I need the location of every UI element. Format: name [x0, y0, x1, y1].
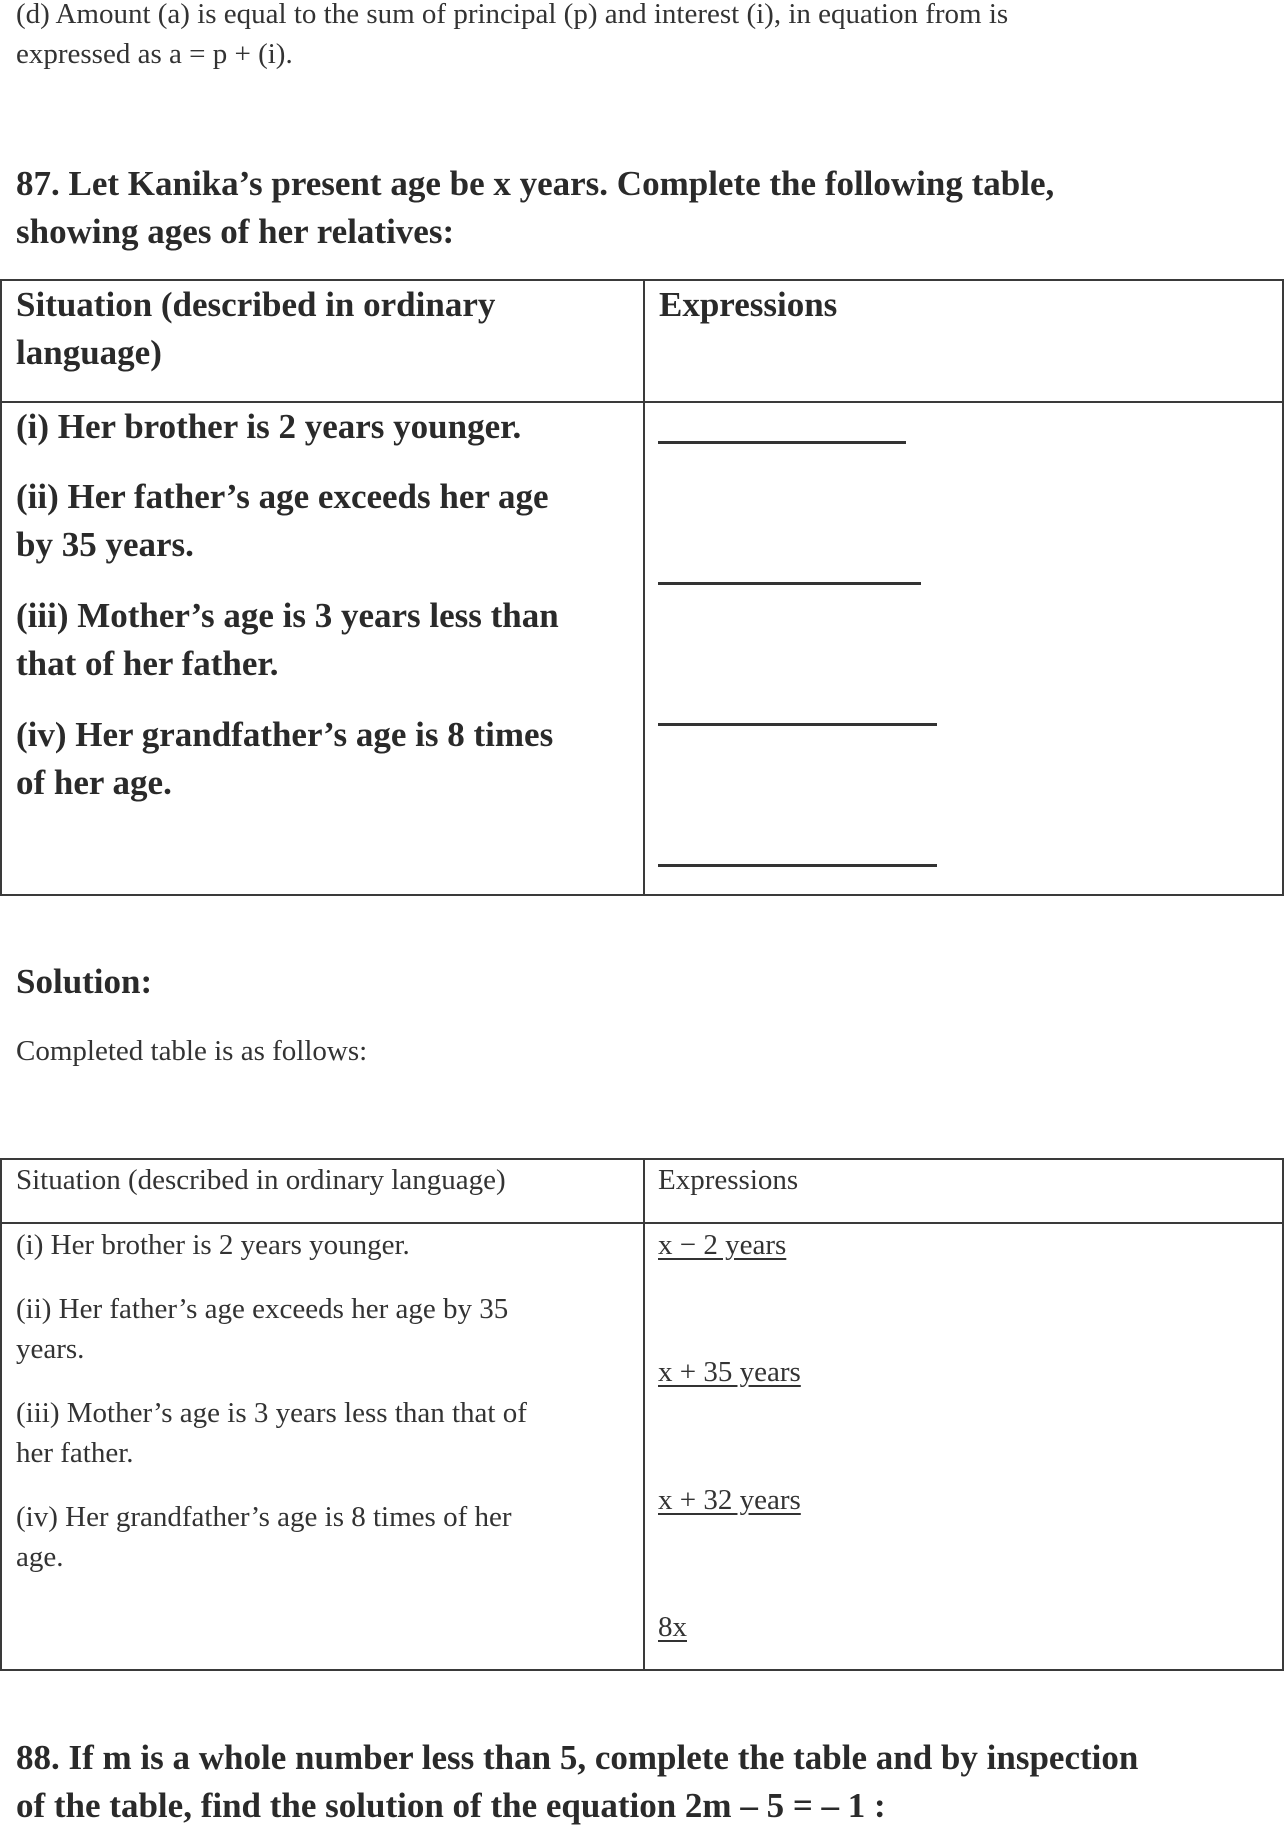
column-divider [643, 1160, 645, 1669]
header-situation: Situation (described in ordinary language) [16, 285, 496, 372]
header-row-divider [2, 1222, 1282, 1224]
solution-intro: Completed table is as follows: [16, 1035, 368, 1067]
solution-situation-row-1: (i) Her brother is 2 years younger. [16, 1229, 410, 1261]
question-87-heading [16, 160, 1054, 256]
solution-table [0, 1158, 1284, 1671]
question-87-table [0, 279, 1284, 896]
expression-row-1: x − 2 years [658, 1229, 787, 1261]
solution-heading: Solution: [16, 962, 153, 1001]
intro-paragraph [16, 0, 1008, 74]
header-situation: Situation (described in ordinary language) [16, 1164, 506, 1196]
question-87-line-2: showing ages of her relatives: [16, 212, 455, 251]
expression-row-3: x + 32 years [658, 1484, 801, 1516]
solution-situation-row-2: (ii) Her father’s age exceeds her age by 35 years. [16, 1293, 509, 1365]
question-88-heading [16, 1734, 1138, 1830]
question-88-line-1: 88. If m is a whole number less than 5, complete the table and by inspection [16, 1738, 1139, 1777]
header-expressions: Expressions [659, 285, 838, 324]
solution-situation-row-4: (iv) Her grandfather’s age is 8 times of her age. [16, 1501, 512, 1573]
intro-line-1: (d) Amount (a) is equal to the sum of principal (p) and interest (i), in equation from is [16, 0, 1009, 30]
answer-blank-2[interactable] [658, 582, 921, 585]
expression-row-4: 8x [658, 1611, 687, 1643]
answer-blank-3[interactable] [658, 723, 937, 726]
solution-situation-row-3: (iii) Mother’s age is 3 years less than that of her father. [16, 1397, 527, 1469]
expression-row-2: x + 35 years [658, 1356, 801, 1388]
situation-row-2: (ii) Her father’s age exceeds her age by 35 years. [16, 477, 549, 564]
situation-row-3: (iii) Mother’s age is 3 years less than that of her father. [16, 596, 559, 683]
answer-blank-1[interactable] [658, 441, 906, 444]
intro-line-2: expressed as a = p + (i). [16, 38, 293, 70]
question-87-line-1: 87. Let Kanika’s present age be x years. Complete the following table, [16, 164, 1055, 203]
situation-row-4: (iv) Her grandfather’s age is 8 times of her age. [16, 715, 554, 802]
column-divider [643, 281, 645, 894]
answer-blank-4[interactable] [658, 864, 937, 867]
question-88-line-2: of the table, find the solution of the equation 2m – 5 = – 1 : [16, 1786, 886, 1825]
header-expressions: Expressions [658, 1164, 799, 1196]
situation-row-1: (i) Her brother is 2 years younger. [16, 407, 522, 446]
